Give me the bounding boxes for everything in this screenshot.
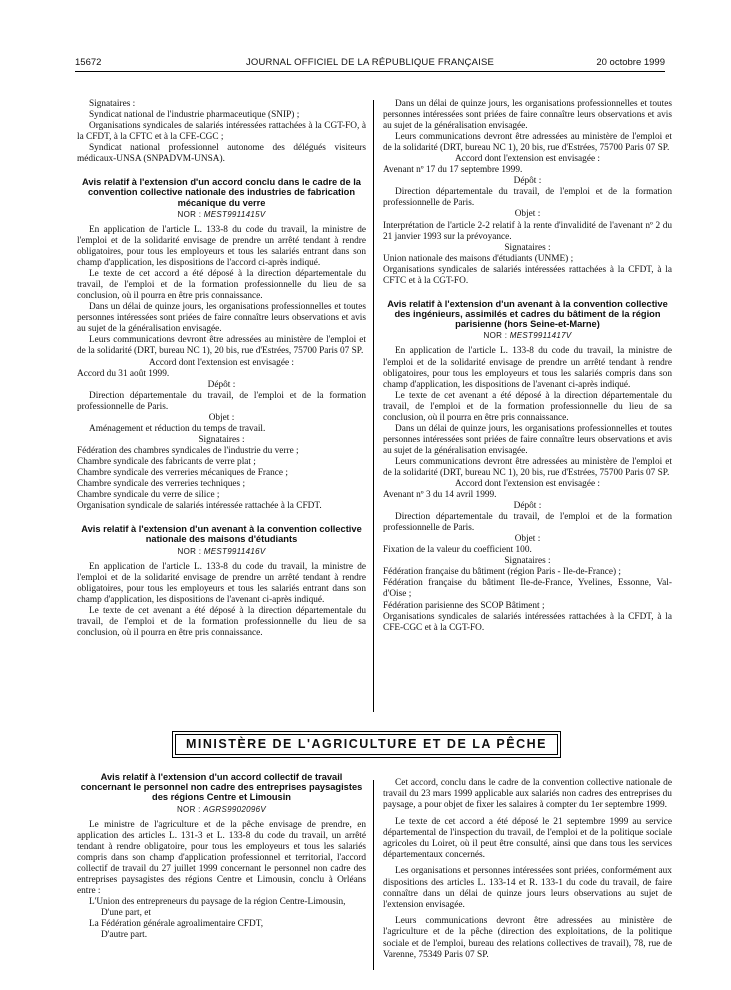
depot-label: Dépôt : (513, 501, 542, 512)
issue-date: 20 octobre 1999 (596, 57, 665, 68)
avis-paragraph: Cet accord, conclu dans le cadre de la convention collective nationale de travail du 23 mars 1999 applicable aux salariés non cadres des entreprises du paysage, a pour objet de fixer les salaires à compter du 1er septembre 1999. (383, 778, 672, 811)
avis-paragraph: Leurs communications devront être adressées au ministère de l'emploi et de la solidarité (DRT, bureau NC 1), 20 bis, rue d'Estrées, 75700 Paris 07 SP. (383, 132, 672, 154)
signataire: Chambre syndicale des verreries mécaniques de France ; (77, 467, 288, 478)
avis-paragraph: En application de l'article L. 133-8 du code du travail, la ministre de l'emploi et de la solidarité envisage de prendre un arrêté tendant à rendre obligatoires, pour tous les employeurs et tous les salariés compris dans son champ d'application, les dispositions de l'avenant ci-après indiqué. (383, 346, 672, 390)
depot-value: Direction départementale du travail, de l'emploi et de la formation professionnelle de Paris. (383, 512, 672, 534)
avis-paragraph: En application de l'article L. 133-8 du code du travail, la ministre de l'emploi et de la solidarité envisage de prendre un arrêté tendant à rendre obligatoires, pour tous les employeurs et tous les salariés entrant dans son champ d'application, les dispositions de l'avenant ci-après indiqué. (77, 561, 366, 605)
avis-title: Avis relatif à l'extension d'un accord collectif de travail concernant le personnel non cadre des entreprises paysagistes des régions Centre et Limousin (80, 772, 363, 803)
depot-value: Direction départementale du travail, de l'emploi et de la formation professionnelle de Paris. (77, 390, 366, 412)
objet-value: Fixation de la valeur du coefficient 100. (383, 545, 532, 556)
intro-signataires-label: Signataires : (89, 99, 136, 109)
avis-paragraph: Le texte de cet accord a été déposé à la direction départementale du travail, de l'emploi et de la formation professionnelle du lieu de sa conclusion, où il pourra en être pris connaissance. (77, 269, 366, 302)
signataire: Chambre syndicale des fabricants de verre plat ; (77, 456, 256, 467)
intro-signataire: Organisations syndicales de salariés intéressées rattachées à la CGT-FO, à la CFDT, à la CFTC et à la CFE-CGC ; (77, 121, 366, 143)
signataire: Union nationale des maisons d'étudiants (UNME) ; (383, 253, 574, 264)
avis-paragraph: En application de l'article L. 133-8 du code du travail, la ministre de l'emploi et de la solidarité envisage de prendre un arrêté tendant à rendre obligatoires, pour tous les employeurs et tous les salariés entrant dans son champ d'application, les dispositions de l'accord ci-après indiqué. (77, 224, 366, 269)
accord-value: Avenant nº 3 du 14 avril 1999. (383, 490, 497, 501)
avis-paragraph: Leurs communications devront être adressées au ministère de l'emploi et de la solidarité (DRT, bureau NC 1), 20 bis, rue d'Estrées, 75700 Paris 07 SP. (77, 335, 366, 357)
accord-value: Avenant nº 17 du 17 septembre 1999. (383, 165, 523, 176)
avis-title: Avis relatif à l'extension d'un accord conclu dans le cadre de la convention collective nationale des industries de fabrication mécanique du verre (82, 177, 361, 208)
avis-paragraph: Le texte de cet accord a été déposé le 21 septembre 1999 au service départemental de l'inspection du travail, de l'emploi et de la politique sociale agricoles du Loiret, où il peut être consulté, ainsi que dans tous les services départementaux concernés. (383, 816, 672, 861)
party: La Fédération générale agroalimentaire CFDT, (89, 919, 264, 930)
avis-paragraph: Le texte de cet avenant a été déposé à la direction départementale du travail, de l'emploi et de la formation professionnelle du lieu de sa conclusion, où il pourra en être pris connaissance. (77, 605, 366, 638)
objet-label: Objet : (514, 534, 541, 545)
signataire: Fédération des chambres syndicales de l'industrie du verre ; (77, 445, 299, 456)
nor-reference: NOR : AGRS9902096V (176, 804, 267, 814)
signataire: Organisations syndicales de salariés intéressées rattachées à la CFDT, à la CFTC et à la CGT-FO. (383, 264, 672, 286)
objet-label: Objet : (514, 209, 541, 220)
avis-paragraph: Dans un délai de quinze jours, les organisations professionnelles et toutes personnes intéressées sont priées de faire connaître leurs observations et avis au sujet de la généralisation envisagée. (383, 423, 672, 456)
ministry-banner (175, 734, 558, 755)
avis-paragraph: Leurs communications devront être adressées au ministère de l'emploi et de la solidarité (DRT, bureau NC 1), 20 bis, rue d'Estrées, 75700 Paris 07 SP. (383, 456, 672, 478)
party-separator: D'autre part. (101, 930, 148, 941)
depot-value: Direction départementale du travail, de l'emploi et de la formation professionnelle de Paris. (383, 187, 672, 209)
header-rule (75, 71, 665, 72)
journal-title: JOURNAL OFFICIEL DE LA RÉPUBLIQUE FRANÇAISE (245, 57, 495, 68)
accord-label: Accord dont l'extension est envisagée : (455, 154, 600, 165)
objet-value: Aménagement et réduction du temps de travail. (89, 423, 266, 434)
nor-reference: NOR : MEST9911416V (177, 546, 266, 556)
page-header (75, 57, 665, 71)
depot-label: Dépôt : (513, 176, 542, 187)
page-number: 15672 (75, 57, 102, 68)
bottom-right-column (383, 778, 672, 961)
party: L'Union des entrepreneurs du paysage de la région Centre-Limousin, (89, 896, 346, 907)
ministry-banner-text: MINISTÈRE DE L'AGRICULTURE ET DE LA PÊCHE (185, 737, 547, 751)
nor-reference: NOR : MEST9911417V (483, 331, 572, 341)
signataire: Fédération française du bâtiment (région Paris - Ile-de-France) ; (383, 567, 622, 578)
accord-value: Accord du 31 août 1999. (77, 368, 170, 379)
column-divider-bottom (373, 780, 374, 970)
objet-label: Objet : (208, 412, 235, 423)
right-column (383, 99, 672, 634)
avis-paragraph: Les organisations et personnes intéressées sont priées, conformément aux dispositions des articles L. 133-14 et R. 133-1 du code du travail, de faire connaître dans un délai de quinze jours leurs observations au sujet de l'extension envisagée. (383, 866, 672, 911)
party-separator: D'une part, et (101, 908, 151, 919)
avis-paragraph: Dans un délai de quinze jours, les organisations professionnelles et toutes personnes intéressées sont priées de faire connaître leurs observations et avis au sujet de la généralisation envisagée. (383, 99, 672, 132)
signataire: Organisation syndicale de salariés intéressée rattachée à la CFDT. (77, 501, 322, 512)
depot-label: Dépôt : (207, 379, 236, 390)
avis-paragraph: Dans un délai de quinze jours, les organisations professionnelles et toutes personnes intéressées sont priées de faire connaître leurs observations et avis au sujet de la généralisation envisagée. (77, 302, 366, 335)
signataire: Fédération parisienne des SCOP Bâtiment ; (383, 600, 545, 611)
avis-title: Avis relatif à l'extension d'un avenant à la convention collective des ingénieurs, assimilés et cadres du bâtiment de la région parisienne (hors Seine-et-Marne) (387, 298, 668, 330)
left-column (77, 99, 366, 639)
avis-paragraph: Le ministre de l'agriculture et de la pêche envisage de prendre, en application des articles L. 131-3 et L. 133-8 du code du travail, un arrêté tendant à rendre obligatoire, pour tous les employeurs et tous les salariés compris dans son champ d'application professionnel et territorial, l'accord collectif de travail du 27 juillet 1999 concernant le personnel non cadre des entreprises paysagistes des régions Centre et Limousin, conclu à Orléans entre : (77, 819, 366, 896)
avis-title: Avis relatif à l'extension d'un avenant à la convention collective nationale des maisons d'étudiants (81, 524, 362, 545)
signataire: Chambre syndicale du verre de silice ; (77, 490, 220, 501)
signataires-label: Signataires : (198, 434, 245, 445)
signataire: Fédération française du bâtiment Ile-de-France, Yvelines, Essonne, Val-d'Oise ; (383, 578, 672, 600)
avis-paragraph: Le texte de cet avenant a été déposé à la direction départementale du travail, de l'emploi et de la formation professionnelle du lieu de sa conclusion, où il pourra en être pris connaissance. (383, 390, 672, 423)
signataires-label: Signataires : (504, 556, 551, 567)
signataires-label: Signataires : (504, 242, 551, 253)
accord-label: Accord dont l'extension est envisagée : (149, 357, 294, 368)
signataire: Organisations syndicales de salariés intéressées rattachées à la CFDT, à la CFE-CGC et à la CGT-FO. (383, 611, 672, 633)
avis-paragraph: Leurs communications devront être adressées au ministère de l'agriculture et de la pêche (direction des exploitations, de la politique sociale et de l'emploi, bureau des relations collectives de travail), 78, rue de Varenne, 75349 Paris 07 SP. (383, 916, 672, 960)
bottom-left-column (77, 768, 366, 941)
intro-signataire: Syndicat national de l'industrie pharmaceutique (SNIP) ; (89, 110, 300, 121)
objet-value: Interprétation de l'article 2-2 relatif à la rente d'invalidité de l'avenant nº 2 du 21 janvier 1993 sur la prévoyance. (383, 220, 672, 242)
nor-reference: NOR : MEST9911415V (177, 209, 266, 219)
accord-label: Accord dont l'extension est envisagée : (455, 479, 600, 490)
intro-signataire: Syndicat national professionnel autonome des délégués visiteurs médicaux-UNSA (SNPADVM-UNSA). (77, 143, 366, 165)
column-divider-top (373, 100, 374, 712)
signataire: Chambre syndicale des verreries techniques ; (77, 479, 246, 490)
